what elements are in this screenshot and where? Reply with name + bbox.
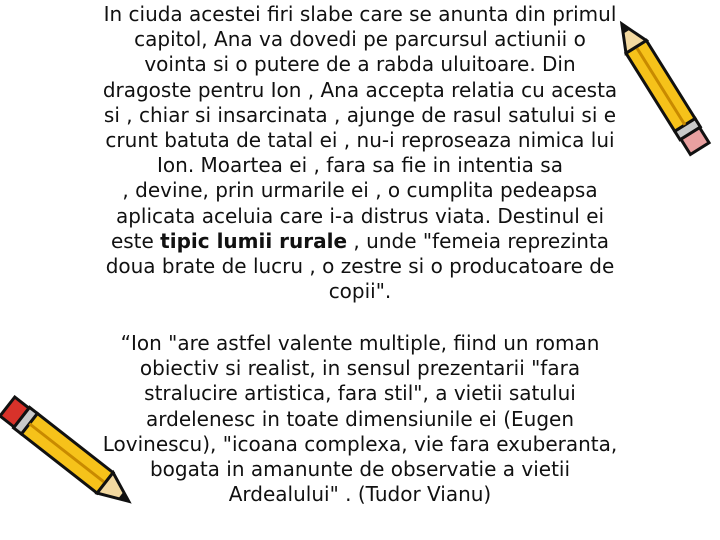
paragraph-ana: [40, 2, 680, 304]
text-line: crunt batuta de tatal ei , nu-i reproseaza nimica lui: [105, 128, 615, 153]
text-line: doua brate de lucru , o zestre si o producatoare de: [105, 254, 615, 279]
text-line: Lovinescu), "icoana complexa, vie fara exuberanta,: [102, 431, 618, 456]
text-line: bogata in amanunte de observatie a vietii: [149, 457, 571, 482]
pencil-icon: [600, 0, 720, 175]
text-line: copii".: [328, 279, 392, 304]
text-line: ardelenesc in toate dimensiunile ei (Eugen: [146, 406, 574, 431]
text-line: Ardealului" . (Tudor Vianu): [228, 482, 492, 507]
text-line: “Ion "are astfel valente multiple, fiind un roman: [120, 331, 600, 355]
text-line: , devine, prin urmarile ei , o cumplita pedeapsa: [122, 178, 598, 203]
text-line: si , chiar si insarcinata , ajunge de rasul satului si e: [103, 102, 617, 127]
text-line: Ion. Moartea ei , fara sa fie in intentia sa: [157, 153, 563, 178]
text-line: [40, 229, 680, 254]
text-line: vointa si o putere de a rabda uluitoare. Din: [144, 52, 576, 77]
emphasis-tipic-lumii-rurale: tipic lumii rurale: [160, 228, 348, 253]
text-line: stralucire artistica, fara stil", a vietii satului: [144, 381, 576, 406]
pencil-icon: [0, 395, 150, 520]
text-line: In ciuda acestei firi slabe care se anunta din primul: [103, 2, 617, 26]
text-line: obiectiv si realist, in sensul prezentarii "fara: [139, 356, 581, 381]
text-line: capitol, Ana va dovedi pe parcursul actiunii o: [134, 27, 586, 52]
text-segment: este: [110, 228, 161, 253]
text-line: dragoste pentru Ion , Ana accepta relatia cu acesta: [102, 77, 618, 102]
text-segment: , unde "femeia reprezinta: [347, 228, 610, 253]
text-line: aplicata aceluia care i-a distrus viata. Destinul ei: [115, 203, 605, 228]
